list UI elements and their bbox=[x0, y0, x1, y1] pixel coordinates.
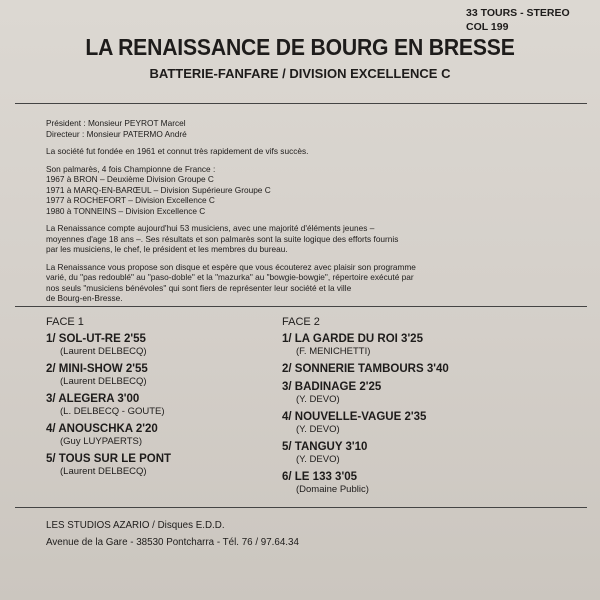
track-title: 4/ NOUVELLE-VAGUE 2'35 bbox=[282, 411, 427, 423]
album-subtitle: BATTERIE-FANFARE / DIVISION EXCELLENCE C bbox=[149, 66, 451, 81]
track-title: 5/ TOUS SUR LE PONT bbox=[46, 453, 172, 465]
paragraph-line: moyennes d'age 18 ans –. Ses résultats et son palmarès sont la suite logique des efforts fournis bbox=[46, 233, 399, 244]
track-title: 6/ LE 133 3'05 bbox=[282, 471, 357, 483]
palmares-item: 1980 à TONNEINS – Division Excellence C bbox=[46, 205, 206, 216]
track-item bbox=[46, 332, 171, 358]
paragraph-line: nos seuls "musiciens bénévoles" qui sont fiers de représenter leur société et la ville bbox=[46, 282, 352, 293]
face-2-tracklist bbox=[282, 316, 449, 500]
paragraph-line: La Renaissance compte aujourd'hui 53 musiciens, avec une majorité d'éléments jeunes – bbox=[46, 223, 375, 233]
track-credit: (Domaine Public) bbox=[296, 484, 369, 495]
track-item bbox=[282, 362, 449, 376]
track-title: 4/ ANOUSCHKA 2'20 bbox=[46, 423, 158, 435]
track-item bbox=[282, 380, 449, 406]
track-credit: (Y. DEVO) bbox=[296, 424, 340, 435]
track-item bbox=[46, 362, 171, 388]
track-credit: (F. MENICHETTI) bbox=[296, 346, 371, 357]
studio-info bbox=[46, 517, 299, 551]
paragraph-line: La Renaissance vous propose son disque et espère que vous écouterez avec plaisir son programme bbox=[46, 261, 416, 272]
track-item bbox=[282, 470, 449, 496]
face-1-tracklist bbox=[46, 316, 171, 482]
middle-divider bbox=[15, 306, 587, 307]
track-title: 5/ TANGUY 3'10 bbox=[282, 441, 368, 453]
founded-line: La société fut fondée en 1961 et connut très rapidement de vifs succès. bbox=[46, 146, 309, 156]
track-credit: (Y. DEVO) bbox=[296, 394, 340, 405]
track-item bbox=[46, 452, 171, 478]
track-title: 3/ ALEGERA 3'00 bbox=[46, 393, 140, 405]
track-item bbox=[282, 332, 449, 358]
catalog-number: COL 199 bbox=[466, 21, 509, 33]
bottom-divider bbox=[15, 507, 587, 508]
paragraph-line: de Bourg-en-Bresse. bbox=[46, 293, 123, 303]
track-title: 1/ LA GARDE DU ROI 3'25 bbox=[282, 333, 423, 345]
catalog-info bbox=[466, 6, 570, 34]
track-credit: (L. DELBECQ - GOUTE) bbox=[60, 406, 165, 417]
track-item bbox=[282, 410, 449, 436]
track-credit: (Laurent DELBECQ) bbox=[60, 466, 147, 477]
palmares-intro: Son palmarès, 4 fois Championne de France : bbox=[46, 163, 216, 174]
track-title: 2/ MINI-SHOW 2'55 bbox=[46, 363, 148, 375]
track-item bbox=[46, 392, 171, 418]
face-1-label: FACE 1 bbox=[46, 316, 84, 328]
track-item bbox=[46, 422, 171, 448]
track-title: 3/ BADINAGE 2'25 bbox=[282, 381, 382, 393]
studio-name: LES STUDIOS AZARIO / Disques E.D.D. bbox=[46, 520, 225, 531]
track-title: 2/ SONNERIE TAMBOURS 3'40 bbox=[282, 363, 449, 375]
palmares-item: 1967 à BRON – Deuxième Division Groupe C bbox=[46, 174, 214, 184]
album-title: LA RENAISSANCE DE BOURG EN BRESSE bbox=[85, 34, 515, 60]
president-line: Président : Monsieur PEYROT Marcel bbox=[46, 118, 186, 128]
liner-notes bbox=[46, 118, 516, 304]
track-item bbox=[282, 440, 449, 466]
paragraph-line: par les musiciens, le chef, le président et les membres du bureau. bbox=[46, 244, 288, 254]
face-2-label: FACE 2 bbox=[282, 316, 320, 328]
director-line: Directeur : Monsieur PATERMO André bbox=[46, 128, 187, 139]
track-credit: (Laurent DELBECQ) bbox=[60, 376, 147, 387]
record-format: 33 TOURS - STEREO bbox=[466, 7, 570, 19]
studio-address: Avenue de la Gare - 38530 Pontcharra - Tél. 76 / 97.64.34 bbox=[46, 537, 299, 548]
palmares-item: 1971 à MARQ-EN-BARŒUL – Division Supérieure Groupe C bbox=[46, 184, 271, 195]
track-title: 1/ SOL-UT-RE 2'55 bbox=[46, 333, 146, 345]
track-credit: (Laurent DELBECQ) bbox=[60, 346, 147, 357]
track-credit: (Guy LUYPAERTS) bbox=[60, 436, 143, 447]
top-divider bbox=[15, 103, 587, 104]
track-credit: (Y. DEVO) bbox=[296, 454, 340, 465]
palmares-item: 1977 à ROCHEFORT – Division Excellence C bbox=[46, 195, 215, 205]
paragraph-line: varié, du "pas redoublé" au "paso-doble" et la "mazurka" au "bowgie-bowgie", répertoire exécuté par bbox=[46, 272, 414, 282]
